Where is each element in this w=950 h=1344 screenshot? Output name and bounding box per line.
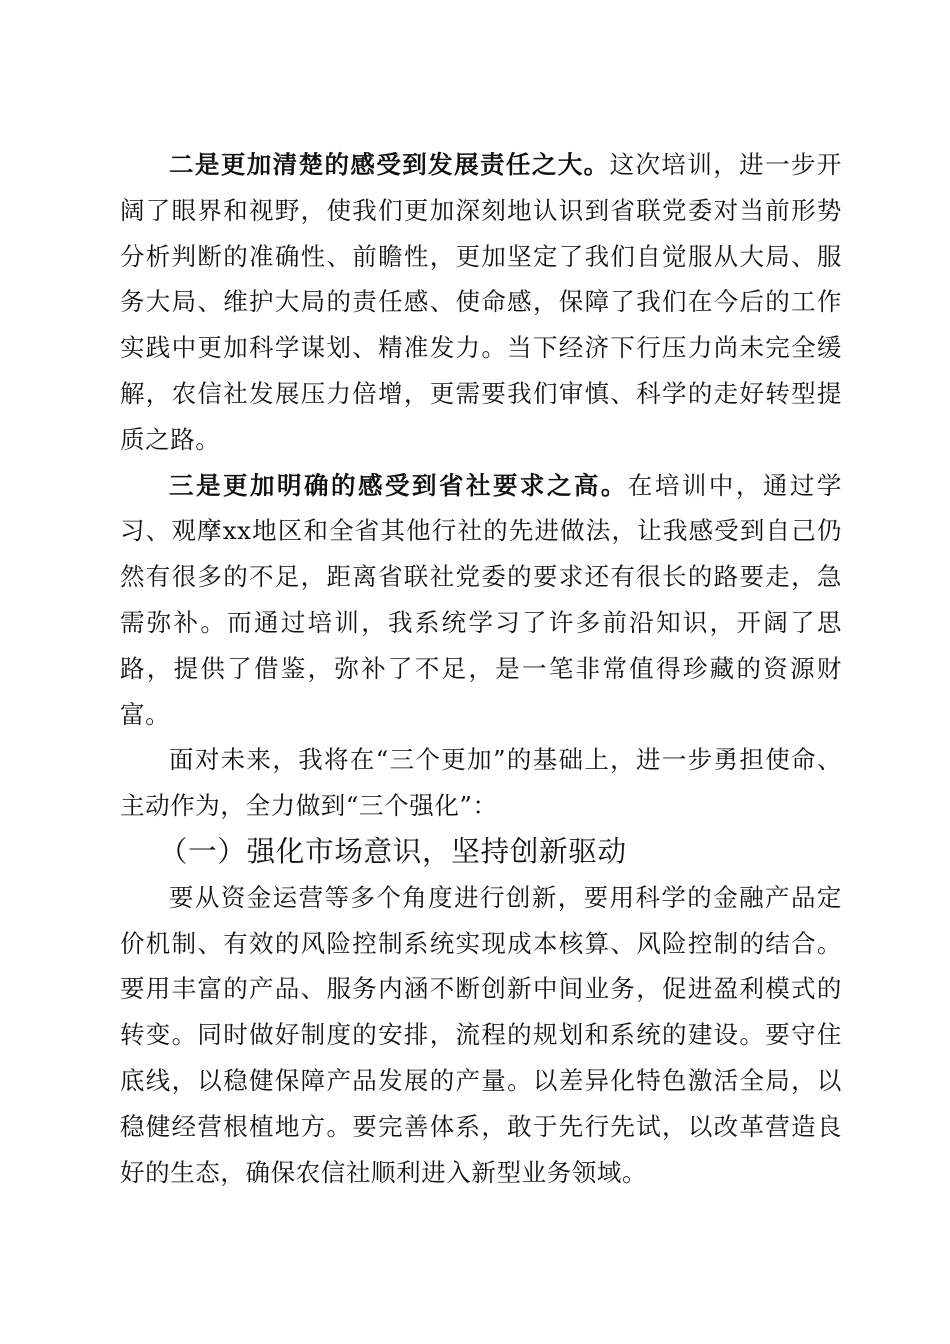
section-body: 要从资金运营等多个角度进行创新，要用科学的金融产品定价机制、有效的风险控制系统实现成本核算、风险控制的结合。要用丰富的产品、服务内涵不断创新中间业务，促进盈利模式的转变。同时做好制度的安排，流程的规划和系统的建设。要守住底线，以稳健保障产品发展的产量。以差异化特色激活全局，以稳健经营根植地方。要完善体系，敢于先行先试，以改革营造良好的生态，确保农信社顺利进入新型业务领域。 <box>120 882 842 1187</box>
paragraph-text-future: 面对未来，我将在“三个更加”的基础上，进一步勇担使命、主动作为，全力做到“三个强化”： <box>120 745 842 821</box>
section-heading: （一）强化市场意识，坚持创新驱动 <box>158 833 627 868</box>
paragraph-responsibility <box>120 142 842 463</box>
paragraph-lead-responsibility: 二是更加清楚的感受到发展责任之大。 <box>169 150 610 179</box>
paragraph-future <box>120 737 842 829</box>
paragraph-requirements <box>120 463 842 738</box>
paragraph-lead-requirements: 三是更加明确的感受到省社要求之高。 <box>169 470 628 500</box>
paragraph-text-requirements: 在培训中，通过学习、观摩xx地区和全省其他行社的先进做法，让我感受到自己仍然有很多的不足，距离省联社党委的要求还有很长的路要走，急需弥补。而通过培训，我系统学习了许多前沿知识，开阔了思路，提供了借鉴，弥补了不足，是一笔非常值得珍藏的资源财富。 <box>120 470 842 729</box>
document-page <box>120 142 842 1195</box>
paragraph-text-responsibility: 这次培训，进一步开阔了眼界和视野，使我们更加深刻地认识到省联党委对当前形势分析判断的准确性、前瞻性，更加坚定了我们自觉服从大局、服务大局、维护大局的责任感、使命感，保障了我们在今后的工作实践中更加科学谋划、精准发力。当下经济下行压力尚未完全缓解，农信社发展压力倍增，更需要我们审慎、科学的走好转型提质之路。 <box>120 150 843 454</box>
